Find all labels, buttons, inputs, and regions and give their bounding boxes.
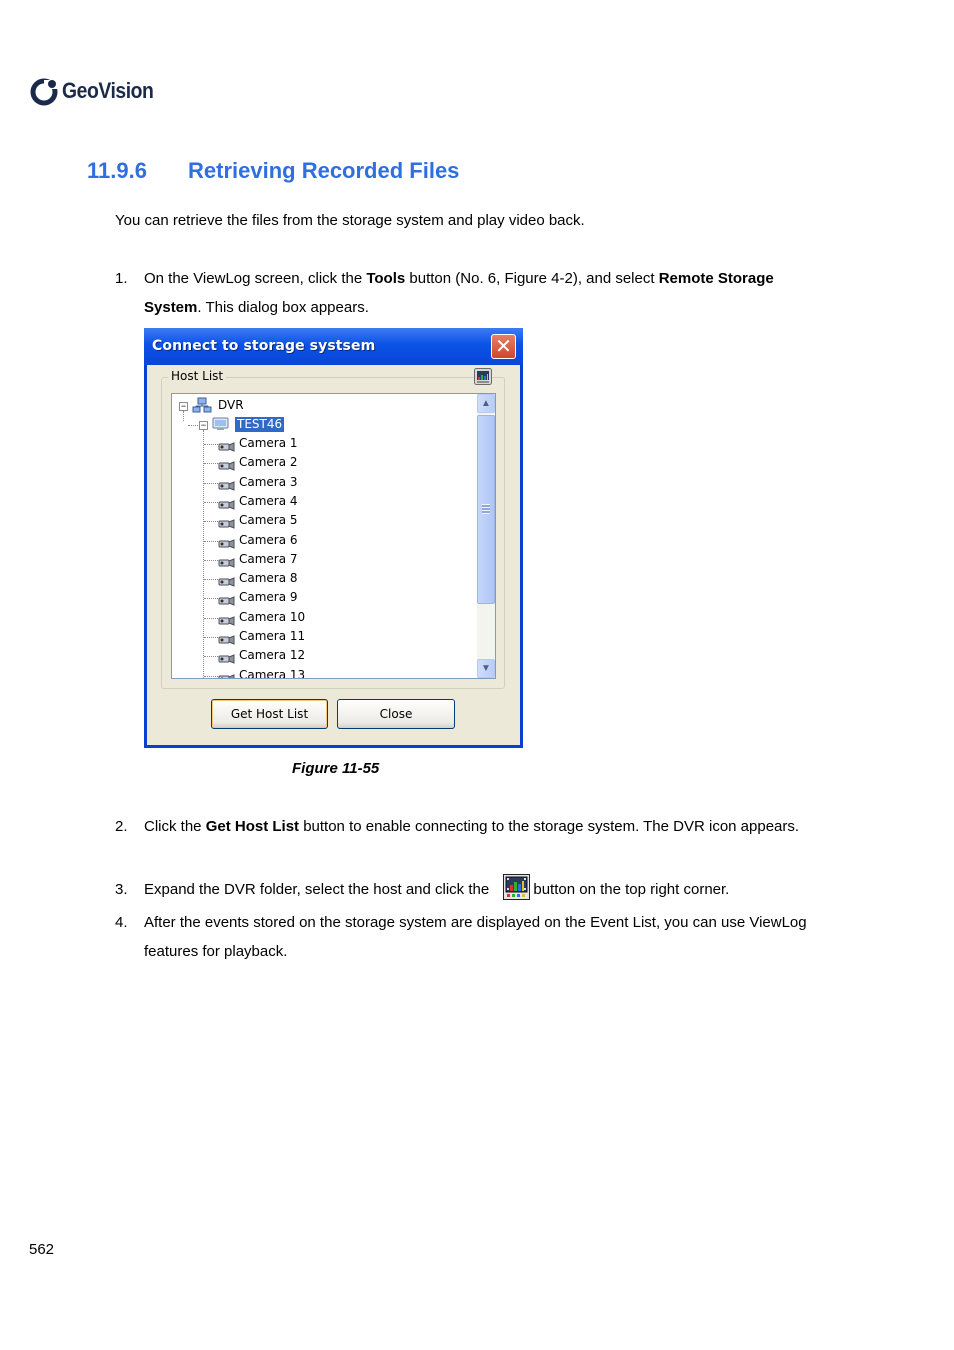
camera-icon	[218, 516, 236, 526]
dialog-title-bar	[144, 328, 523, 365]
connect-storage-dialog	[144, 328, 523, 748]
tree-node-camera[interactable]: Camera 7	[239, 551, 298, 566]
play-remote-icon[interactable]	[474, 368, 492, 385]
collapse-toggle[interactable]: −	[180, 401, 187, 411]
step-number: 4.	[115, 914, 128, 931]
scroll-up-icon[interactable]: ▲	[477, 394, 495, 413]
collapse-toggle[interactable]: −	[200, 420, 207, 430]
tree-connector	[204, 541, 218, 542]
tree-connector	[204, 463, 218, 464]
camera-icon	[218, 613, 236, 623]
step-2	[115, 812, 835, 870]
tree-connector	[183, 411, 184, 421]
geovision-logo-mark	[30, 76, 60, 106]
camera-icon	[218, 632, 236, 642]
camera-icon	[218, 593, 236, 603]
tree-node-camera[interactable]: Camera 1	[239, 436, 298, 450]
tree-connector	[204, 598, 218, 599]
step-text: Click the Get Host List button to enable connecting to the storage system. The DVR icon appears.	[144, 818, 800, 835]
tree-node-camera[interactable]: Camera 2	[239, 455, 298, 470]
tree-node-camera[interactable]: Camera 10	[239, 609, 306, 624]
camera-icon	[218, 671, 236, 679]
grip-icon	[482, 504, 490, 514]
network-icon	[192, 397, 212, 415]
host-list-label: Host List	[168, 369, 226, 383]
close-icon[interactable]: ✕	[491, 334, 516, 359]
section-title-text: Retrieving Recorded Files	[188, 158, 460, 183]
section-number: 11.9.6	[87, 158, 147, 183]
tree-node-camera[interactable]: Camera 13	[239, 667, 306, 679]
intro-paragraph: You can retrieve the files from the storage system and play video back.	[115, 212, 585, 229]
tree-node-camera[interactable]: Camera 11	[239, 629, 306, 643]
camera-icon	[218, 497, 236, 507]
logo-wordmark: GeoVision	[62, 78, 154, 103]
step-number: 3.	[115, 881, 128, 898]
camera-icon	[218, 439, 236, 449]
tree-connector	[204, 676, 218, 677]
tree-connector	[204, 656, 218, 657]
scrollbar-thumb[interactable]	[477, 415, 495, 604]
page-number: 562	[29, 1241, 55, 1258]
geovision-logo	[30, 74, 166, 108]
computer-icon	[212, 416, 230, 432]
step-number: 1.	[115, 270, 128, 287]
step-text: Expand the DVR folder, select the host and click the button on the top right corner.	[144, 875, 834, 904]
vertical-scrollbar[interactable]	[477, 394, 495, 678]
tree-connector	[204, 502, 218, 503]
tree-connector	[204, 521, 218, 522]
tree-connector	[204, 560, 218, 561]
tree-node-camera[interactable]: Camera 4	[239, 493, 298, 508]
tree-node-host-selected[interactable]: TEST46	[237, 417, 283, 431]
step-text: After the events stored on the storage system are displayed on the Event List, you can use ViewLog features for playback.	[144, 914, 807, 960]
host-tree-view[interactable]	[171, 393, 496, 679]
step-text: On the ViewLog screen, click the Tools button (No. 6, Figure 4-2), and select Remote Storage System. This dialog box appears.	[144, 270, 774, 316]
tree-connector	[204, 444, 218, 445]
camera-icon	[218, 536, 236, 546]
step-3	[115, 875, 835, 905]
tree-connector	[204, 483, 218, 484]
tree-connector	[204, 637, 218, 638]
figure-caption: Figure 11-55	[292, 760, 380, 777]
step-4	[115, 908, 835, 966]
step-number: 2.	[115, 818, 128, 835]
camera-icon	[218, 574, 236, 584]
tree-node-camera[interactable]: Camera 5	[239, 513, 298, 528]
play-remote-icon	[503, 874, 530, 900]
scroll-down-icon[interactable]: ▼	[477, 659, 495, 678]
camera-icon	[218, 478, 236, 488]
close-button[interactable]: Close	[337, 699, 455, 729]
tree-node-dvr[interactable]: DVR	[218, 398, 244, 412]
camera-icon	[218, 555, 236, 565]
section-heading	[87, 158, 459, 184]
tree-connector	[204, 579, 218, 580]
camera-icon	[218, 651, 236, 661]
step-1	[115, 264, 835, 322]
tree-connector	[188, 425, 198, 426]
dialog-title: Connect to storage systsem	[152, 338, 376, 354]
tree-node-camera[interactable]: Camera 8	[239, 571, 298, 586]
dialog-client-area	[147, 365, 520, 745]
tree-node-camera[interactable]: Camera 9	[239, 590, 298, 605]
tree-connector	[203, 430, 204, 679]
camera-icon	[218, 458, 236, 468]
tree-node-camera[interactable]: Camera 3	[239, 474, 298, 489]
tree-node-camera[interactable]: Camera 12	[239, 648, 306, 663]
tree-node-camera[interactable]: Camera 6	[239, 532, 298, 547]
get-host-list-button[interactable]: Get Host List	[211, 699, 328, 729]
tree-connector	[204, 618, 218, 619]
